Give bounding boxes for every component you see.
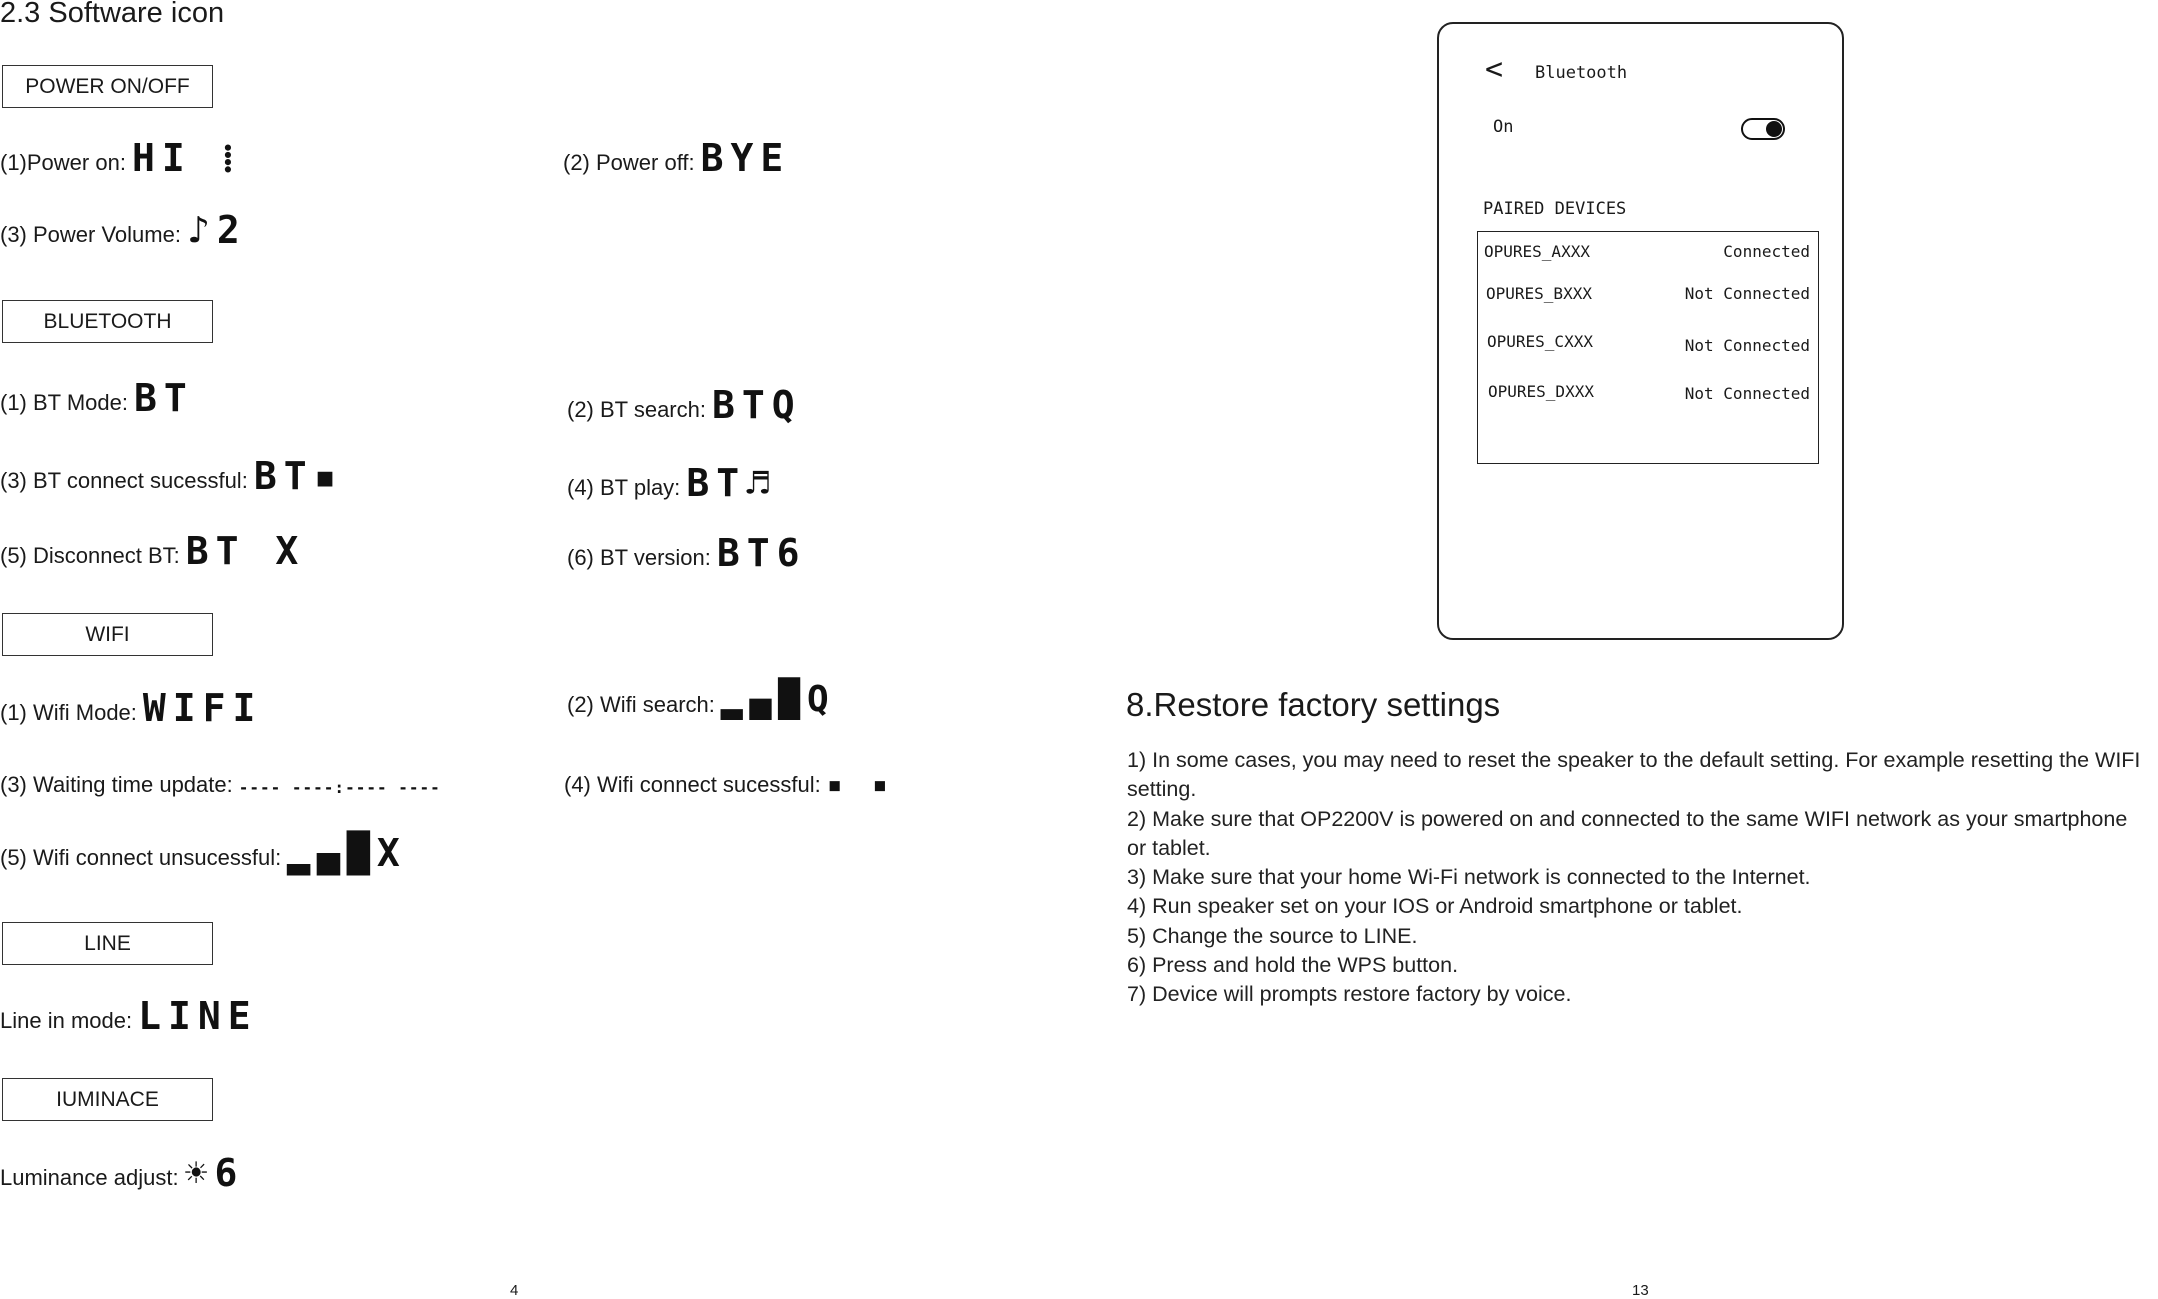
power-section-label: POWER ON/OFF	[2, 65, 213, 108]
wifi-search-label: (2) Wifi search:	[567, 692, 715, 717]
luminance-item	[0, 1151, 245, 1195]
instruction-line: 6) Press and hold the WPS button.	[1127, 953, 1459, 978]
wifi-connected-label: (4) Wifi connect sucessful:	[564, 772, 821, 797]
dot-matrix-wifi-connected-icon: ▪ ▪	[826, 770, 895, 800]
bluetooth-toggle[interactable]	[1741, 118, 1785, 140]
wifi-waiting-label: (3) Waiting time update:	[0, 772, 233, 797]
bt-disconnect-label: (5) Disconnect BT:	[0, 543, 180, 568]
line-mode-label: Line in mode:	[0, 1008, 133, 1033]
wifi-failed-item	[0, 831, 407, 875]
instruction-line: setting.	[1127, 777, 1197, 802]
bt-version-label: (6) BT version:	[567, 545, 711, 570]
bt-search-label: (2) BT search:	[567, 397, 706, 422]
bt-version-item	[567, 531, 807, 575]
dot-matrix-bye-icon: BYE	[700, 136, 791, 180]
instruction-line: 2) Make sure that OP2200V is powered on and connected to the same WIFI network as your smartphone	[1127, 806, 2128, 831]
section-title: 2.3 Software icon	[0, 0, 225, 29]
device-name: OPURES_AXXX	[1484, 242, 1590, 261]
dot-matrix-bt-search-icon: BTQ	[711, 383, 802, 427]
paired-devices-list	[1477, 231, 1819, 464]
dot-matrix-bt-version-icon: BT6	[716, 531, 807, 575]
dot-matrix-wifi-search-icon: ▂▄█Q	[720, 679, 836, 720]
bt-play-label: (4) BT play:	[567, 475, 681, 500]
device-name: OPURES_CXXX	[1487, 332, 1593, 351]
wifi-mode-label: (1) Wifi Mode:	[0, 700, 137, 725]
device-status: Not Connected	[1684, 284, 1810, 303]
device-status: Not Connected	[1684, 384, 1810, 403]
instruction-line: or tablet.	[1127, 835, 1211, 860]
bt-disconnect-item	[0, 529, 306, 573]
power-volume-label: (3) Power Volume:	[0, 222, 181, 247]
power-off-label: (2) Power off:	[563, 150, 695, 175]
wifi-connected-item	[564, 772, 895, 798]
instruction-line: 3) Make sure that your home Wi-Fi network is connected to the Internet.	[1127, 865, 1811, 890]
bluetooth-section-label: BLUETOOTH	[2, 300, 213, 343]
dot-matrix-luminance-icon: ☀6	[184, 1151, 245, 1195]
dot-matrix-bt-icon: BT	[133, 376, 194, 420]
luminance-label: Luminance adjust:	[0, 1165, 179, 1190]
dot-matrix-wifi-icon: WIFI	[142, 686, 263, 730]
left-page-number: 4	[510, 1282, 519, 1299]
power-on-item	[0, 136, 242, 180]
restore-instructions	[1127, 746, 2157, 1010]
wifi-failed-label: (5) Wifi connect unsucessful:	[0, 845, 282, 870]
right-page-number: 13	[1632, 1282, 1649, 1299]
restore-heading: 8.Restore factory settings	[1126, 686, 1501, 723]
back-icon[interactable]: <	[1485, 52, 1504, 87]
phone-mockup	[1437, 22, 1844, 640]
device-name: OPURES_BXXX	[1486, 284, 1592, 303]
line-mode-item	[0, 994, 258, 1038]
instruction-line: 7) Device will prompts restore factory by voice.	[1127, 982, 1572, 1007]
bt-play-item	[567, 461, 776, 505]
power-volume-item	[0, 208, 247, 252]
instruction-line: 5) Change the source to LINE.	[1127, 923, 1418, 948]
line-section-label: LINE	[2, 922, 213, 965]
power-on-label: (1)Power on:	[0, 150, 126, 175]
dot-matrix-bt-connected-icon: BT▪	[253, 454, 344, 498]
instruction-line: 4) Run speaker set on your IOS or Android smartphone or tablet.	[1127, 894, 1743, 919]
device-name: OPURES_DXXX	[1488, 382, 1594, 401]
dot-matrix-bt-play-icon: BT♬	[686, 461, 776, 505]
luminance-section-label: IUMINACE	[2, 1078, 213, 1121]
dot-matrix-volume-icon: ♪2	[186, 208, 247, 252]
dot-matrix-bt-disconnect-icon: BT X	[185, 529, 306, 573]
bt-mode-label: (1) BT Mode:	[0, 390, 128, 415]
bt-mode-item	[0, 376, 194, 420]
dot-matrix-waiting-icon: ---- ----:---- ----	[238, 778, 441, 797]
power-off-item	[563, 136, 791, 180]
dot-matrix-hi-icon: HI ⁞	[131, 136, 242, 180]
paired-devices-header: PAIRED DEVICES	[1483, 199, 1627, 219]
device-status: Not Connected	[1684, 336, 1810, 355]
wifi-waiting-item	[0, 772, 441, 798]
bt-connect-item	[0, 454, 344, 498]
toggle-knob	[1766, 121, 1782, 137]
device-status: Connected	[1723, 242, 1810, 261]
dot-matrix-line-icon: LINE	[138, 994, 258, 1038]
dot-matrix-wifi-failed-icon: ▂▄█X	[287, 831, 407, 875]
instruction-line: 1) In some cases, you may need to reset the speaker to the default setting. For example resetting the WIFI	[1127, 748, 2141, 772]
bt-search-item	[567, 383, 802, 427]
wifi-mode-item	[0, 686, 263, 730]
wifi-search-item	[567, 679, 836, 720]
wifi-section-label: WIFI	[2, 613, 213, 656]
screen-title: Bluetooth	[1535, 63, 1628, 83]
bt-connect-label: (3) BT connect sucessful:	[0, 468, 248, 493]
bluetooth-on-label: On	[1493, 117, 1514, 137]
